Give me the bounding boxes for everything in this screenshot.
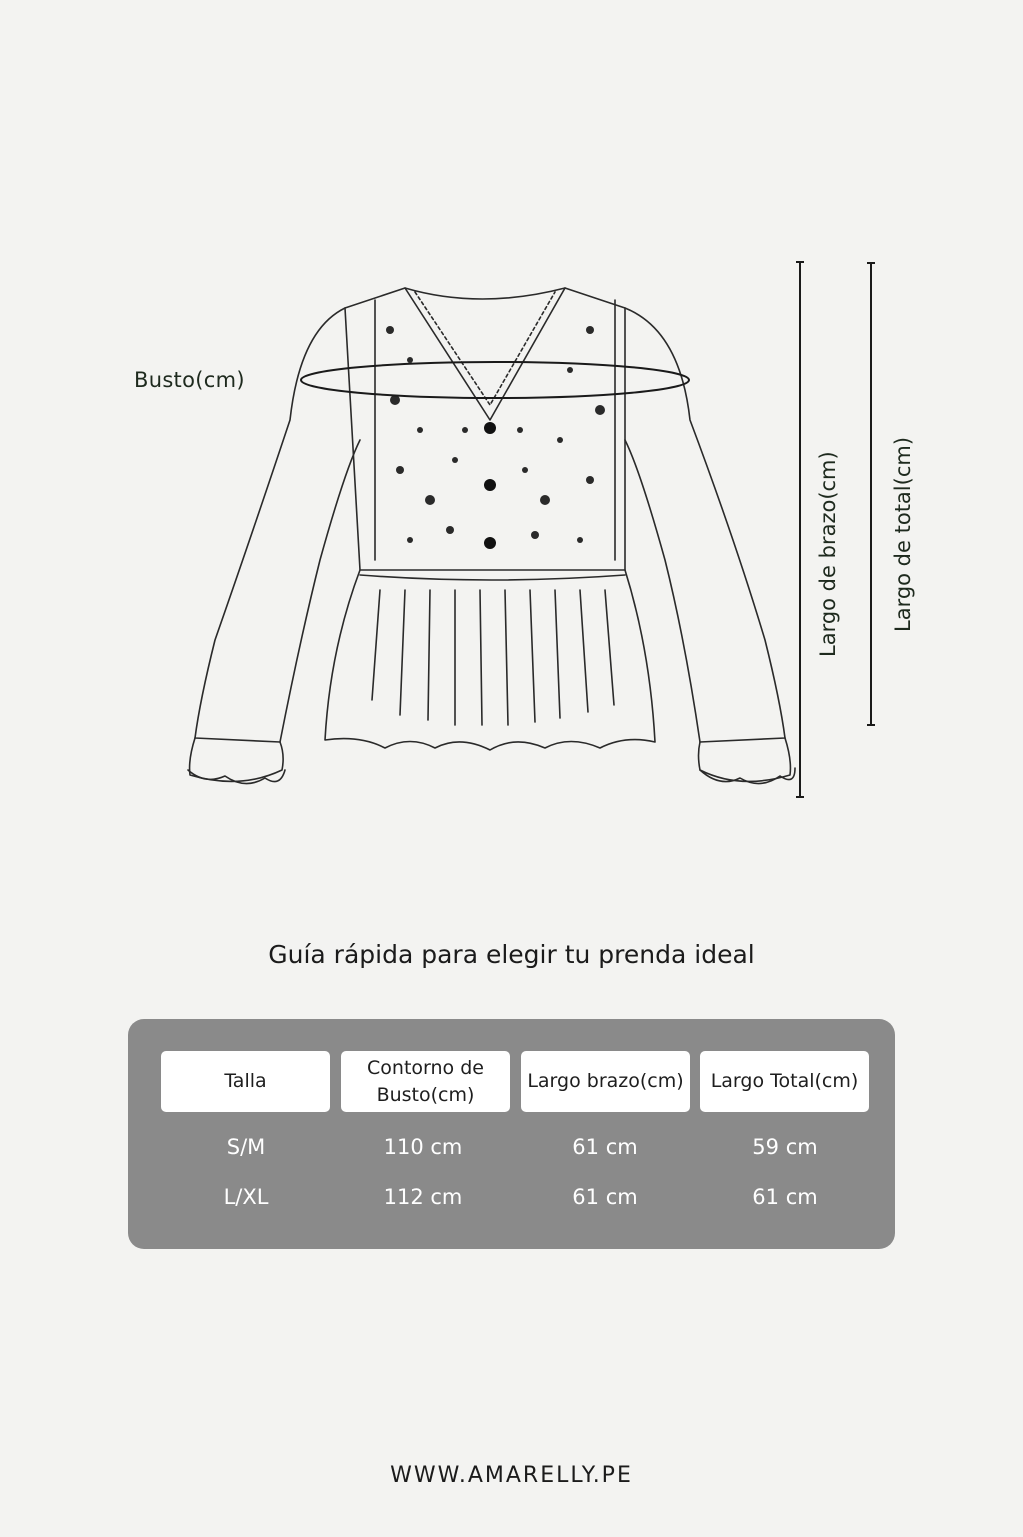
table-cell-total: 61 cm xyxy=(752,1185,818,1209)
bust-measure-label: Busto(cm) xyxy=(134,368,245,392)
size-table xyxy=(128,1019,895,1249)
header-talla: Talla xyxy=(161,1051,330,1112)
table-cell-total: 59 cm xyxy=(752,1135,818,1159)
table-cell-size: L/XL xyxy=(223,1185,269,1209)
table-cell-size: S/M xyxy=(226,1135,266,1159)
header-bust: Contorno de Busto(cm) xyxy=(341,1051,510,1112)
table-cell-sleeve: 61 cm xyxy=(572,1135,638,1159)
sleeve-length-label: Largo de brazo(cm) xyxy=(816,451,840,657)
header-sleeve-length: Largo brazo(cm) xyxy=(521,1051,690,1112)
table-cell-bust: 112 cm xyxy=(383,1185,463,1209)
website-link[interactable]: WWW.AMARELLY.PE xyxy=(390,1463,633,1488)
total-length-label: Largo de total(cm) xyxy=(891,436,915,632)
size-guide-title: Guía rápida para elegir tu prenda ideal xyxy=(268,940,755,969)
table-cell-sleeve: 61 cm xyxy=(572,1185,638,1209)
header-total-length: Largo Total(cm) xyxy=(700,1051,869,1112)
table-cell-bust: 110 cm xyxy=(383,1135,463,1159)
